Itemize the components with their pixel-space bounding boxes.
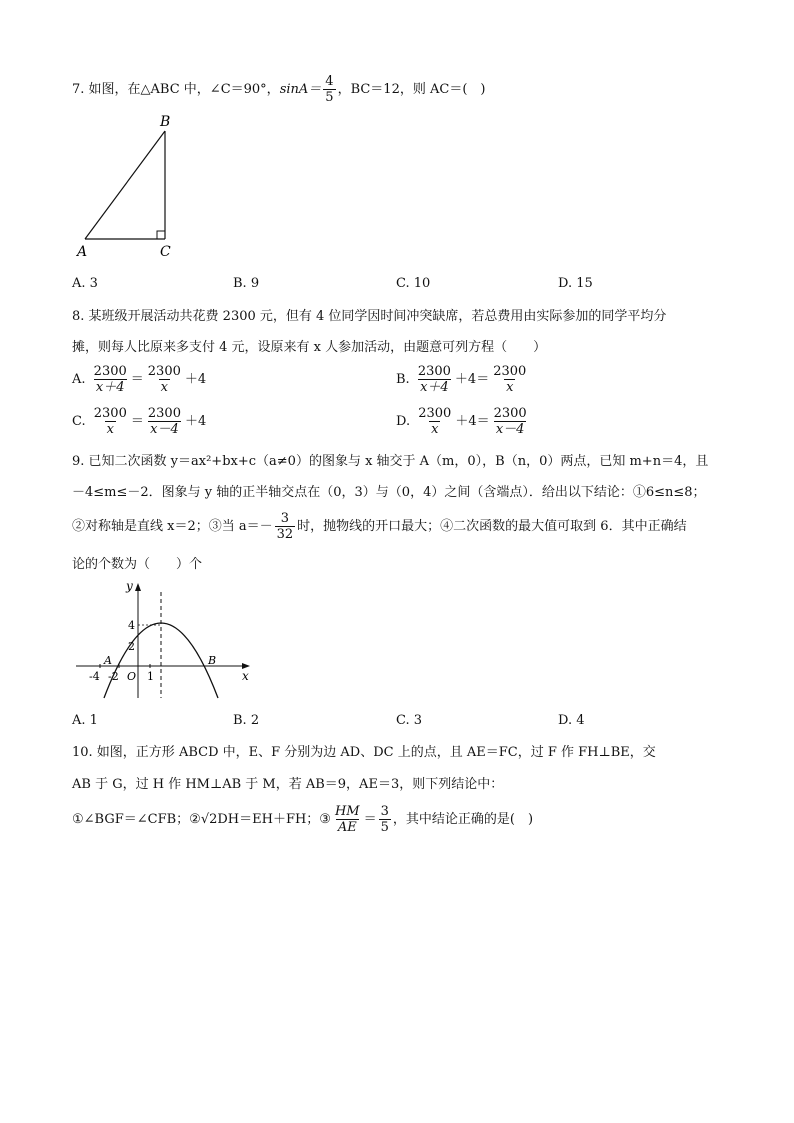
fraction — [416, 364, 453, 395]
den: x — [506, 380, 514, 395]
q10-line2: AB 于 G，过 H 作 HM⊥AB 于 M，若 AB＝9，AE＝3，则下列结论中： — [72, 777, 504, 792]
fraction — [416, 406, 453, 437]
origin-label: O — [127, 670, 137, 683]
q9-line3 — [72, 511, 687, 542]
q7-triangle-figure — [70, 108, 190, 263]
q7-option-c[interactable]: C. 10 — [396, 276, 431, 291]
den: AE — [337, 820, 357, 835]
q8-option-c-label: C. — [72, 414, 86, 429]
q7-label-b: B — [160, 114, 171, 130]
q7-label-c: C — [160, 244, 171, 260]
operator: ＝ — [130, 414, 144, 429]
q7-option-b[interactable]: B. 9 — [233, 276, 260, 291]
num: 2300 — [93, 406, 127, 421]
q9-line1: 9. 已知二次函数 y＝ax²+bx+c（a≠0）的图象与 x 轴交于 A（m，0），B（n，0）两点，已知 m+n＝4，且 — [72, 454, 709, 469]
num: 3 — [280, 511, 290, 526]
q10-line3-b: ，其中结论正确的是( ) — [392, 812, 534, 827]
q9-option-a[interactable]: A. 1 — [72, 713, 98, 728]
den: x＋4 — [95, 380, 125, 395]
q7-stem-a: 7. 如图，在△ABC 中，∠C＝90°， — [72, 82, 280, 97]
num: 2300 — [147, 364, 181, 379]
x-tick-minus2: -2 — [108, 670, 119, 683]
num: 2300 — [493, 406, 527, 421]
q9-line3-b: 时，抛物线的开口最大；④二次函数的最大值可取到 6．其中正确结 — [297, 519, 687, 534]
q10-line1: 10. 如图，正方形 ABCD 中，E、F 分别为边 AD、DC 上的点，且 AE＝FC，过 F 作 FH⊥BE，交 — [72, 745, 656, 760]
fraction — [92, 364, 129, 395]
y-tick-4: 4 — [128, 619, 135, 632]
q7-side-ab — [85, 131, 165, 239]
tail: ＋4 — [184, 372, 207, 387]
equals: ＝ — [363, 812, 377, 827]
y-axis-label: y — [126, 579, 133, 593]
q9-parabola-graph — [70, 578, 260, 703]
q10-ratio-fraction — [379, 804, 391, 835]
q9-line2: －4≤m≤－2．图象与 y 轴的正半轴交点在（0，3）与（0，4）之间（含端点）．给出以下结论：①6≤n≤8； — [72, 485, 706, 500]
fraction — [146, 406, 183, 437]
num: 2300 — [93, 364, 127, 379]
q7-label-a: A — [77, 244, 88, 260]
y-tick-2: 2 — [128, 640, 135, 653]
fraction — [492, 406, 529, 437]
q7-sin-label: sinA＝ — [279, 82, 322, 97]
q8-option-a-label: A. — [72, 372, 86, 387]
den: x－4 — [495, 422, 525, 437]
x-tick-minus4: -4 — [89, 670, 100, 683]
q8-option-d[interactable] — [396, 406, 531, 437]
den: 32 — [276, 527, 294, 542]
fraction — [92, 406, 129, 437]
den: x — [106, 422, 114, 437]
q8-option-d-label: D. — [396, 414, 411, 429]
q8-line2: 摊，则每人比原来多支付 4 元，设原来有 x 人参加活动，由题意可列方程（ ） — [72, 340, 547, 355]
q9-option-b[interactable]: B. 2 — [233, 713, 260, 728]
q8-option-a[interactable] — [72, 364, 206, 395]
operator: ＋4＝ — [455, 414, 490, 429]
point-b-label: B — [208, 654, 217, 667]
x-axis-label: x — [242, 669, 249, 683]
q8-option-b-label: B. — [396, 372, 410, 387]
fraction — [491, 364, 528, 395]
tail: ＋4 — [184, 414, 207, 429]
q7-sin-fraction — [323, 74, 335, 105]
point-a-label: A — [104, 654, 112, 667]
q9-a-fraction — [275, 511, 296, 542]
den: x — [160, 380, 168, 395]
den: x－4 — [150, 422, 179, 437]
num: 2300 — [417, 364, 451, 379]
q7-stem-b: ，BC＝12，则 AC＝( ) — [337, 82, 486, 97]
q7-sin-num: 4 — [325, 74, 334, 89]
operator: ＋4＝ — [454, 372, 490, 387]
q7-sin-den: 5 — [325, 90, 334, 105]
q8-line1: 8. 某班级开展活动共花费 2300 元，但有 4 位同学因时间冲突缺席，若总费用由实际参加的同学平均分 — [72, 309, 667, 324]
q9-line4: 论的个数为（ ）个 — [72, 557, 203, 572]
q7-stem — [72, 74, 485, 105]
operator: ＝ — [130, 372, 144, 387]
q10-hm-ae-fraction — [333, 804, 362, 835]
q10-line3-a: ①∠BGF＝∠CFB；②√2DH＝EH＋FH；③ — [72, 812, 331, 827]
q8-option-b[interactable] — [396, 364, 530, 395]
q9-option-c[interactable]: C. 3 — [396, 713, 423, 728]
q8-option-c[interactable] — [72, 406, 206, 437]
q7-option-d[interactable]: D. 15 — [558, 276, 593, 291]
q9-line3-a: ②对称轴是直线 x＝2；③当 a＝－ — [72, 519, 273, 534]
y-axis-arrow — [135, 583, 141, 591]
den: x＋4 — [420, 380, 449, 395]
q7-right-angle-mark — [157, 231, 165, 239]
q9-option-d[interactable]: D. 4 — [558, 713, 585, 728]
x-tick-1: 1 — [147, 670, 154, 683]
num: 2300 — [147, 406, 181, 421]
q7-option-a[interactable]: A. 3 — [72, 276, 98, 291]
den: 5 — [380, 820, 389, 835]
num: 2300 — [493, 364, 527, 379]
num: 2300 — [418, 406, 452, 421]
den: x — [431, 422, 439, 437]
num: 3 — [380, 804, 389, 819]
q10-line3 — [72, 804, 533, 835]
fraction — [146, 364, 183, 395]
num: HM — [334, 804, 360, 819]
